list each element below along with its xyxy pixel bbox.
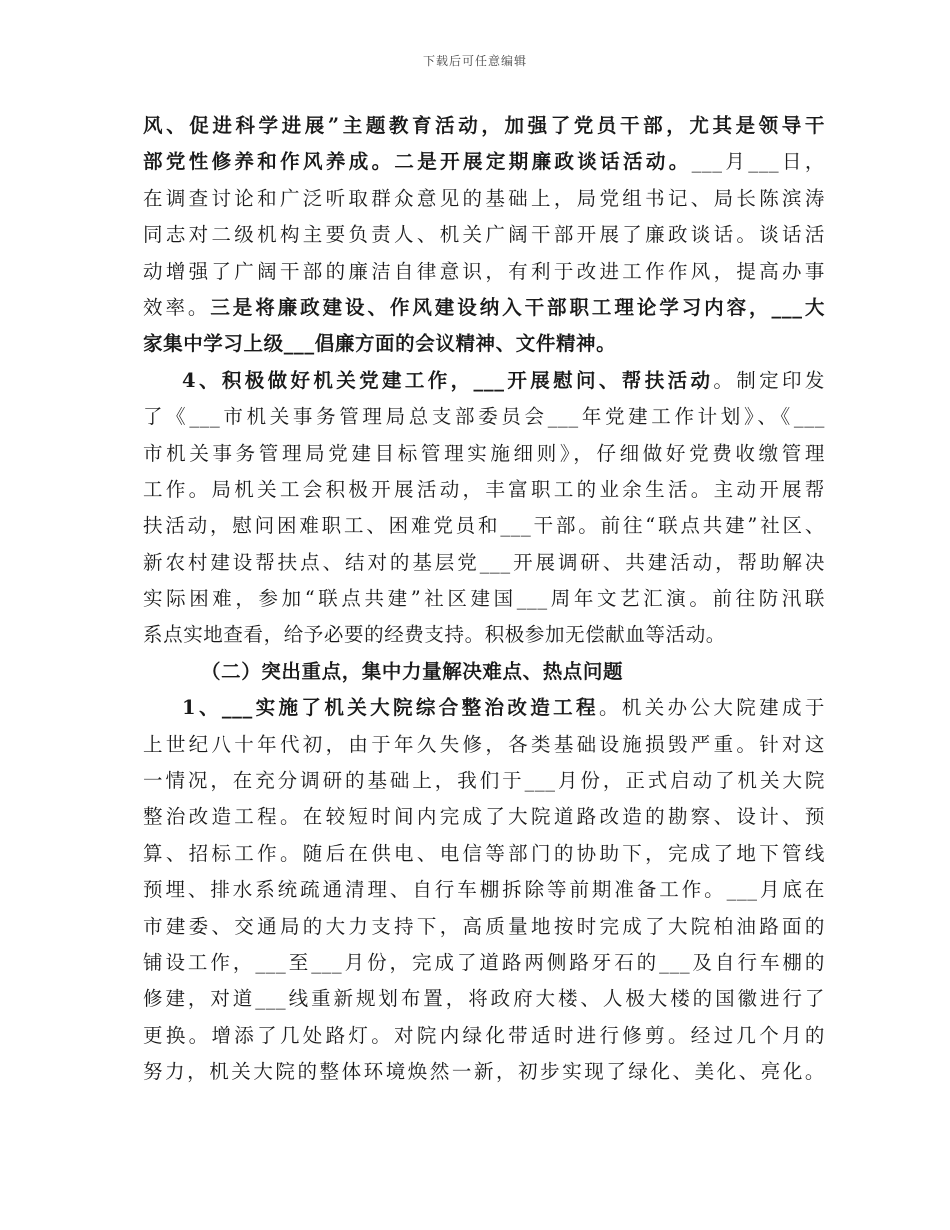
text-run: 效率。 [143, 295, 211, 319]
text-run: 系点实地查看，给予必要的经费支持。积极参加无偿献血等活动。 [143, 623, 726, 647]
text-line [143, 872, 825, 908]
text-line [143, 290, 825, 326]
text-run: 工作。局机关工会积极开展活动，丰富职工的业余生活。主动开展帮 [143, 477, 825, 501]
text-line [143, 436, 825, 472]
text-run: 铺设工作，___至___月份，完成了道路两侧路牙石的___及自行车棚的 [143, 950, 825, 974]
text-line [143, 108, 825, 144]
bold-text-run: （二）突出重点，集中力量解决难点、热点问题 [201, 659, 624, 683]
text-run: 新农村建设帮扶点、结对的基层党___开展调研、共建活动，帮助解决 [143, 550, 825, 574]
text-run: 了《___市机关事务管理局总支部委员会___年党建工作计划》、《___ [143, 405, 825, 429]
text-line [143, 836, 825, 872]
text-line [143, 144, 825, 180]
bold-text-run: 4、积极做好机关党建工作，___开展慰问、帮扶活动 [182, 368, 714, 392]
text-line [143, 545, 825, 581]
text-line [143, 909, 825, 945]
text-line [143, 508, 825, 544]
text-line [143, 617, 825, 653]
text-line [143, 363, 825, 399]
text-line [143, 399, 825, 435]
text-run: 实际困难，参加“联点共建”社区建国___周年文艺汇演。前往防汛联 [143, 587, 825, 611]
bold-text-run: 三是将廉政建设、作风建设纳入干部职工理论学习内容，___大 [210, 295, 825, 319]
text-line [143, 945, 825, 981]
text-line [143, 326, 825, 362]
text-run: 市建委、交通局的大力支持下，高质量地按时完成了大院柏油路面的 [143, 914, 825, 938]
text-line [143, 472, 825, 508]
text-line [143, 581, 825, 617]
text-line [143, 217, 825, 253]
page-header: 下载后可任意编辑 [422, 54, 527, 68]
bold-text-run: 部党性修养和作风养成。二是开展定期廉政谈话活动。 [143, 150, 692, 174]
text-run: 扶活动，慰问困难职工、困难党员和___干部。前往“联点共建”社区、 [143, 514, 825, 538]
text-run: 动增强了广阔干部的廉洁自律意识，有利于改进工作作风，提高办事 [143, 259, 825, 283]
text-line [143, 981, 825, 1017]
text-run: 。机关办公大院建成于 [598, 696, 825, 720]
text-line [143, 1018, 825, 1054]
document-body [143, 108, 825, 1091]
bold-text-run: 1、___实施了机关大院综合整治改造工程 [182, 696, 599, 720]
text-run: 努力，机关大院的整体环境焕然一新，初步实现了绿化、美化、亮化。 [143, 1060, 825, 1084]
text-run: 修建，对道___线重新规划布置，将政府大楼、人极大楼的国徽进行了 [143, 987, 825, 1011]
text-run: ___月___日， [691, 150, 825, 174]
text-run: 整治改造工程。在较短时间内完成了大院道路改造的勘察、设计、预 [143, 805, 825, 829]
text-run: 算、招标工作。随后在供电、电信等部门的协助下，完成了地下管线 [143, 841, 825, 865]
text-line [143, 1054, 825, 1090]
text-line [143, 254, 825, 290]
text-line [143, 727, 825, 763]
text-line [143, 181, 825, 217]
bold-text-run: 家集中学习上级___倡廉方面的会议精神、文件精神。 [143, 332, 617, 356]
text-run: 预埋、排水系统疏通清理、自行车棚拆除等前期准备工作。___月底在 [143, 878, 825, 902]
text-run: 上世纪八十年代初，由于年久失修，各类基础设施损毁严重。针对这 [143, 732, 825, 756]
bold-text-run: 风、促进科学进展”主题教育活动，加强了党员干部，尤其是领导干 [143, 114, 825, 137]
text-line [143, 763, 825, 799]
text-run: 。制定印发 [713, 368, 825, 392]
text-run: 在调查讨论和广泛听取群众意见的基础上，局党组书记、局长陈滨涛 [143, 186, 825, 210]
text-run: 同志对二级机构主要负责人、机关广阔干部开展了廉政谈话。谈话活 [143, 223, 825, 247]
text-run: 市机关事务管理局党建目标管理实施细则》，仔细做好党费收缴管理 [143, 441, 825, 465]
text-run: 更换。增添了几处路灯。对院内绿化带适时进行修剪。经过几个月的 [143, 1023, 825, 1047]
section-heading [143, 654, 825, 690]
text-run: 一情况，在充分调研的基础上，我们于___月份，正式启动了机关大院 [143, 769, 825, 793]
text-line [143, 799, 825, 835]
text-line [143, 690, 825, 726]
